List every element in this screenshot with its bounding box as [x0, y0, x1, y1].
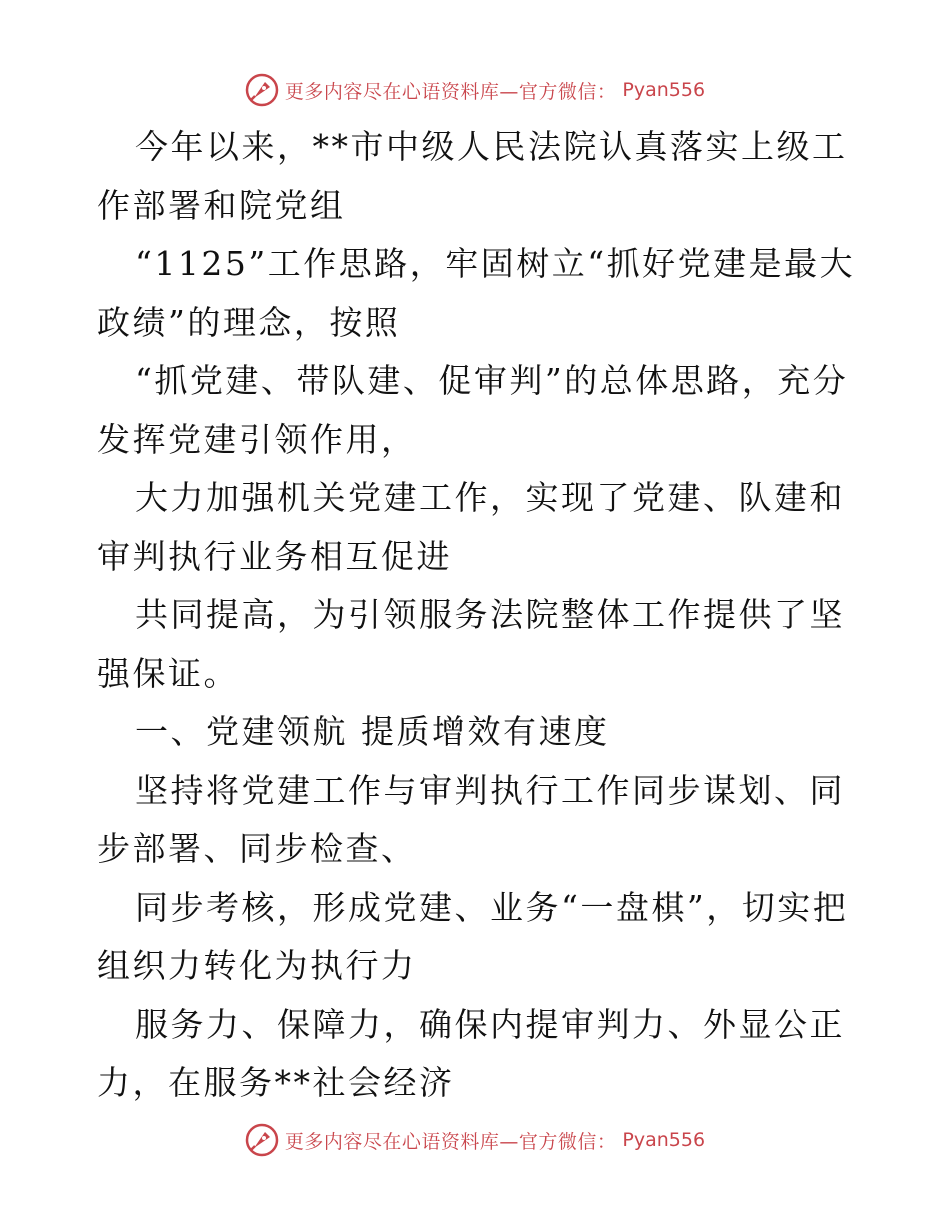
footer-watermark-banner: [0, 1120, 950, 1160]
paragraph: 坚持将党建工作与审判执行工作同步谋划、同步部署、同步检查、: [97, 770, 845, 868]
wechat-id: Pyan556: [622, 79, 706, 101]
watermark-text: 更多内容尽在心语资料库—官方微信：: [284, 1130, 617, 1153]
header-watermark-banner: [0, 70, 950, 110]
paragraph: 共同提高，为引领服务法院整体工作提供了坚强保证。: [97, 595, 845, 693]
section-heading: 一、党建领航 提质增效有速度: [135, 712, 610, 751]
paragraph: 同步考核，形成党建、业务“一盘棋”，切实把组织力转化为执行力: [97, 887, 849, 985]
document-body: [97, 118, 857, 1113]
paragraph: 服务力、保障力，确保内提审判力、外显公正力，在服务**社会经济: [97, 1004, 845, 1102]
wechat-id: Pyan556: [622, 1129, 706, 1151]
paragraph: “1125”工作思路，牢固树立“抓好党建是最大政绩”的理念，按照: [97, 244, 856, 342]
paragraph: 大力加强机关党建工作，实现了党建、队建和审判执行业务相互促进: [97, 478, 845, 576]
paragraph: “抓党建、带队建、促审判”的总体思路，充分发挥党建引领作用，: [97, 361, 849, 459]
watermark-text: 更多内容尽在心语资料库—官方微信：: [284, 80, 617, 103]
pen-nib-logo-icon: [245, 73, 279, 107]
pen-nib-logo-icon: [245, 1123, 279, 1157]
paragraph: 今年以来，**市中级人民法院认真落实上级工作部署和院党组: [97, 127, 848, 225]
